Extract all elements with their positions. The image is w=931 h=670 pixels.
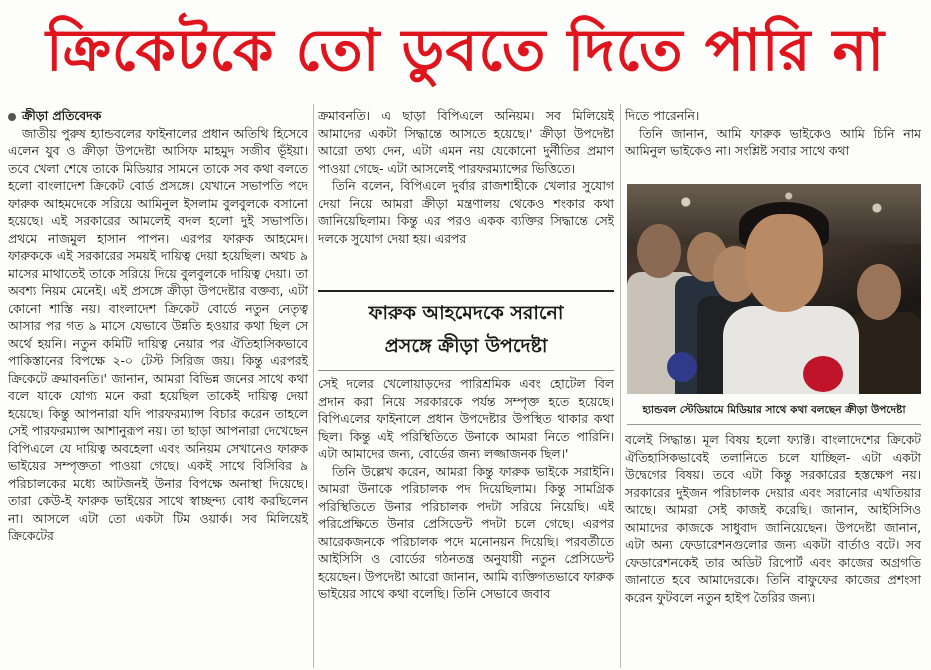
news-photo	[627, 184, 921, 394]
photo-main-subject-face	[745, 214, 823, 312]
microphone-icon	[667, 352, 697, 382]
column-divider	[620, 104, 621, 668]
column-divider	[313, 104, 314, 668]
paragraph: তিনি উল্লেখ করেন, আমরা কিন্তু ফারুক ভাইকে সরাইনি। আমরা উনাকে পরিচালক পদ দিয়েছিলাম। কিন্তু সামগ্রিক পরিস্থিতিতে উনার পরিচালক পদটা সরিয়ে নিয়েছি। এই পরিপ্রেক্ষিতে উনার প্রেসিডেন্ট পদটা চলে গেছে। এরপর আরেকজনকে পরিচালক পদে মনোনয়ন দিয়েছি। পরবর্তীতে আইসিসি ও বোর্ডের গঠনতন্ত্র অনুযায়ী নতুন প্রেসিডেন্ট হয়েছেন। উপদেষ্টা আরো জানান, আমি ব্যক্তিগতভাবে ফারুক ভাইয়ের সাথে কথা বলেছি। তিনি সেভাবে জবাব	[318, 464, 614, 601]
subheadline-box	[318, 290, 614, 371]
article-column-3-continued	[625, 432, 921, 668]
paragraph: ক্রমাবনতি। এ ছাড়া বিপিএলে অনিয়ম। সব মিলিয়েই আমাদের একটা সিদ্ধান্তে আসতে হয়েছে।' ক্রীড়া উপদেষ্টা আরো তথ্য দেন, এটা এমন নয় যেকোনো দুর্নীতির প্রমাণ পাওয়া গেছে- এটা আসলেই পারফরম্যান্সের ভিত্তিতে।	[318, 109, 614, 176]
subheadline-line-1: ফারুক আহমেদকে সরানো	[368, 302, 564, 324]
article-column-2-continued	[318, 376, 614, 668]
photo-caption: হ্যান্ডবল স্টেডিয়ামে মিডিয়ার সাথে কথা বলছেন ক্রীড়া উপদেষ্টা	[642, 404, 906, 416]
article-column-3	[625, 108, 921, 184]
byline: ক্রীড়া প্রতিবেদক	[22, 109, 102, 123]
photo-person-head	[637, 224, 681, 278]
photo-person-head	[857, 264, 901, 320]
paragraph: তিনি বলেন, বিপিএলে দুর্বার রাজশাহীকে খেলার সুযোগ দেয়া নিয়ে আমরা ক্রীড়া মন্ত্রণালয় থেকেও শংকার কথা জানিয়েছিলাম। কিন্তু এর পরও একক ব্যক্তির সিদ্ধান্তে সেই দলকে সুযোগ দেয়া হয়। এরপর	[318, 179, 614, 246]
paragraph: সেই দলের খেলোয়াড়দের পারিশ্রমিক এবং হোটেল বিল প্রদান করা নিয়ে সরকারকে পর্যন্ত সম্পৃক্ত হতে হয়েছে। বিপিএলের ফাইনালে প্রধান উপদেষ্টার উপস্থিত থাকার কথা ছিল। কিন্তু এই পরিস্থিতিতে উনাকে আমরা নিতে পারিনি। এটা আমাদের জন্য, বোর্ডের জন্য লজ্জাজনক ছিল।'	[318, 377, 614, 461]
subheadline-line-2: প্রসঙ্গে ক্রীড়া উপদেষ্টা	[384, 335, 548, 357]
article-column-1	[8, 108, 308, 668]
bullet-icon	[8, 113, 16, 121]
paragraph: তিনি জানান, আমি ফারুক ভাইকেও আমি চিনি নাম আমিনুল ভাইকেও না। সংশ্লিষ্ট সবার সাথে কথা	[625, 126, 921, 158]
article-column-2	[318, 108, 614, 290]
caption-divider	[627, 424, 921, 425]
paragraph: বলেই সিদ্ধান্ত। মূল বিষয় হলো ফ্যাক্ট। বাংলাদেশের ক্রিকেট ঐতিহাসিকভাবেই তলানিতে চলে যাচ্ছিল- এটা একটা উদ্বেগের বিষয়। তবে এটা কিন্তু সরকারের হস্তক্ষেপ নয়। সরকারের দুইজন পরিচালক দেয়ার এবং সরানোর এখতিয়ার আছে। আমরা সেই কাজই করেছি। জানান, আইসিসিও আমাদের কাজকে সাধুবাদ জানিয়েছেন। উপদেষ্টা জানান, এটা অন্য ফেডারেশনগুলোর জন্য একটা বার্তাও বটে। সব ফেডারেশনকেই তার অডিট রিপোর্ট এবং কাজের অগ্রগতি জানাতে হবে আমাদেরকে। তিনি বাফুফের কাজের প্রশংসা করেন ফুটবলে নতুন হাইপ তৈরির জন্য।	[625, 433, 921, 605]
microphone-icon	[803, 356, 843, 392]
headline: ক্রিকেটকে তো ডুবতে দিতে পারি না	[45, 16, 886, 84]
photo-person	[849, 312, 921, 394]
paragraph: দিতে পারেননি।	[625, 109, 700, 123]
paragraph: জাতীয় পুরুষ হ্যান্ডবলের ফাইনালের প্রধান অতিথি হিসেবে এলেন যুব ও ক্রীড়া উপদেষ্টা আসিফ মাহমুদ সজীব ভূঁইয়া। তবে খেলা শেষে তাকে মিডিয়ার সামনে তাকে সব কথা বলতে হলো বাংলাদেশ ক্রিকেট বোর্ড প্রসঙ্গে। যেখানে সভাপতি পদে ফারুক আহমদেকে সরিয়ে আমিনুল ইসলাম বুলবুলকে বসানো হয়েছে। এই সরকারের আমলেই বদল হলো দুই সভাপতি। প্রথমে নাজমুল হাসান পাপন। এরপর ফারুক আহমেদ। ফারুককে এই সরকারের সময়ই দায়িত্ব দেয়া হয়েছিল। অথচ ৯ মাসের মাথাতেই তাকে সরিয়ে দিয়ে বুলবুলকে দায়িত্ব দেয়া। তা অবশ্য নিয়ম মেনেই। এই প্রসঙ্গে ক্রীড়া উপদেষ্টার বক্তব্য, এটা কোনো শাস্তি নয়। বাংলাদেশ ক্রিকেট বোর্ডে নতুন নেতৃত্ব আসার পর গত ৯ মাসে যেভাবে উন্নতি হওয়ার কথা ছিল সে অর্থে হয়নি। নতুন কমিটি দায়িত্ব নেয়ার পর ঐতিহাসিকভাবে পাকিস্তানের বিপক্ষে ২-০ টেস্ট সিরিজ জয়। কিন্তু এরপরই ক্রিকেটে ক্রমাবনতি।' জানান, আমরা বিভিন্ন জনের সাথে কথা বলে যাকে যোগ্য মনে করা হয়েছিল তাকেই দায়িত্ব দেয়া হয়েছে। কিন্তু আপনারা যদি পারফরম্যান্স বিচার করেন তাহলে সেই পারফরম্যান্স আশানুরূপ নয়। তা ছাড়া আপনারা দেখেছেন বিপিএলে যে দায়িত্ব অবহেলা এবং অনিয়ম সেখানেও ফারুক ভাইয়ের সম্পৃক্ততা পাওয়া গেছে। একই সাথে বিসিবির ৯ পরিচালকের মধ্যে আটজনই উনার বিপক্ষে অনাস্থা দিয়েছে। তারা কেউ-ই ফারুক ভাইয়ের সাথে স্বাচ্ছন্দ্য বোধ করছিলেন না। আসলে এটা তো একটা টিম ওয়ার্ক। সব মিলিয়েই ক্রিকেটের	[8, 126, 308, 543]
